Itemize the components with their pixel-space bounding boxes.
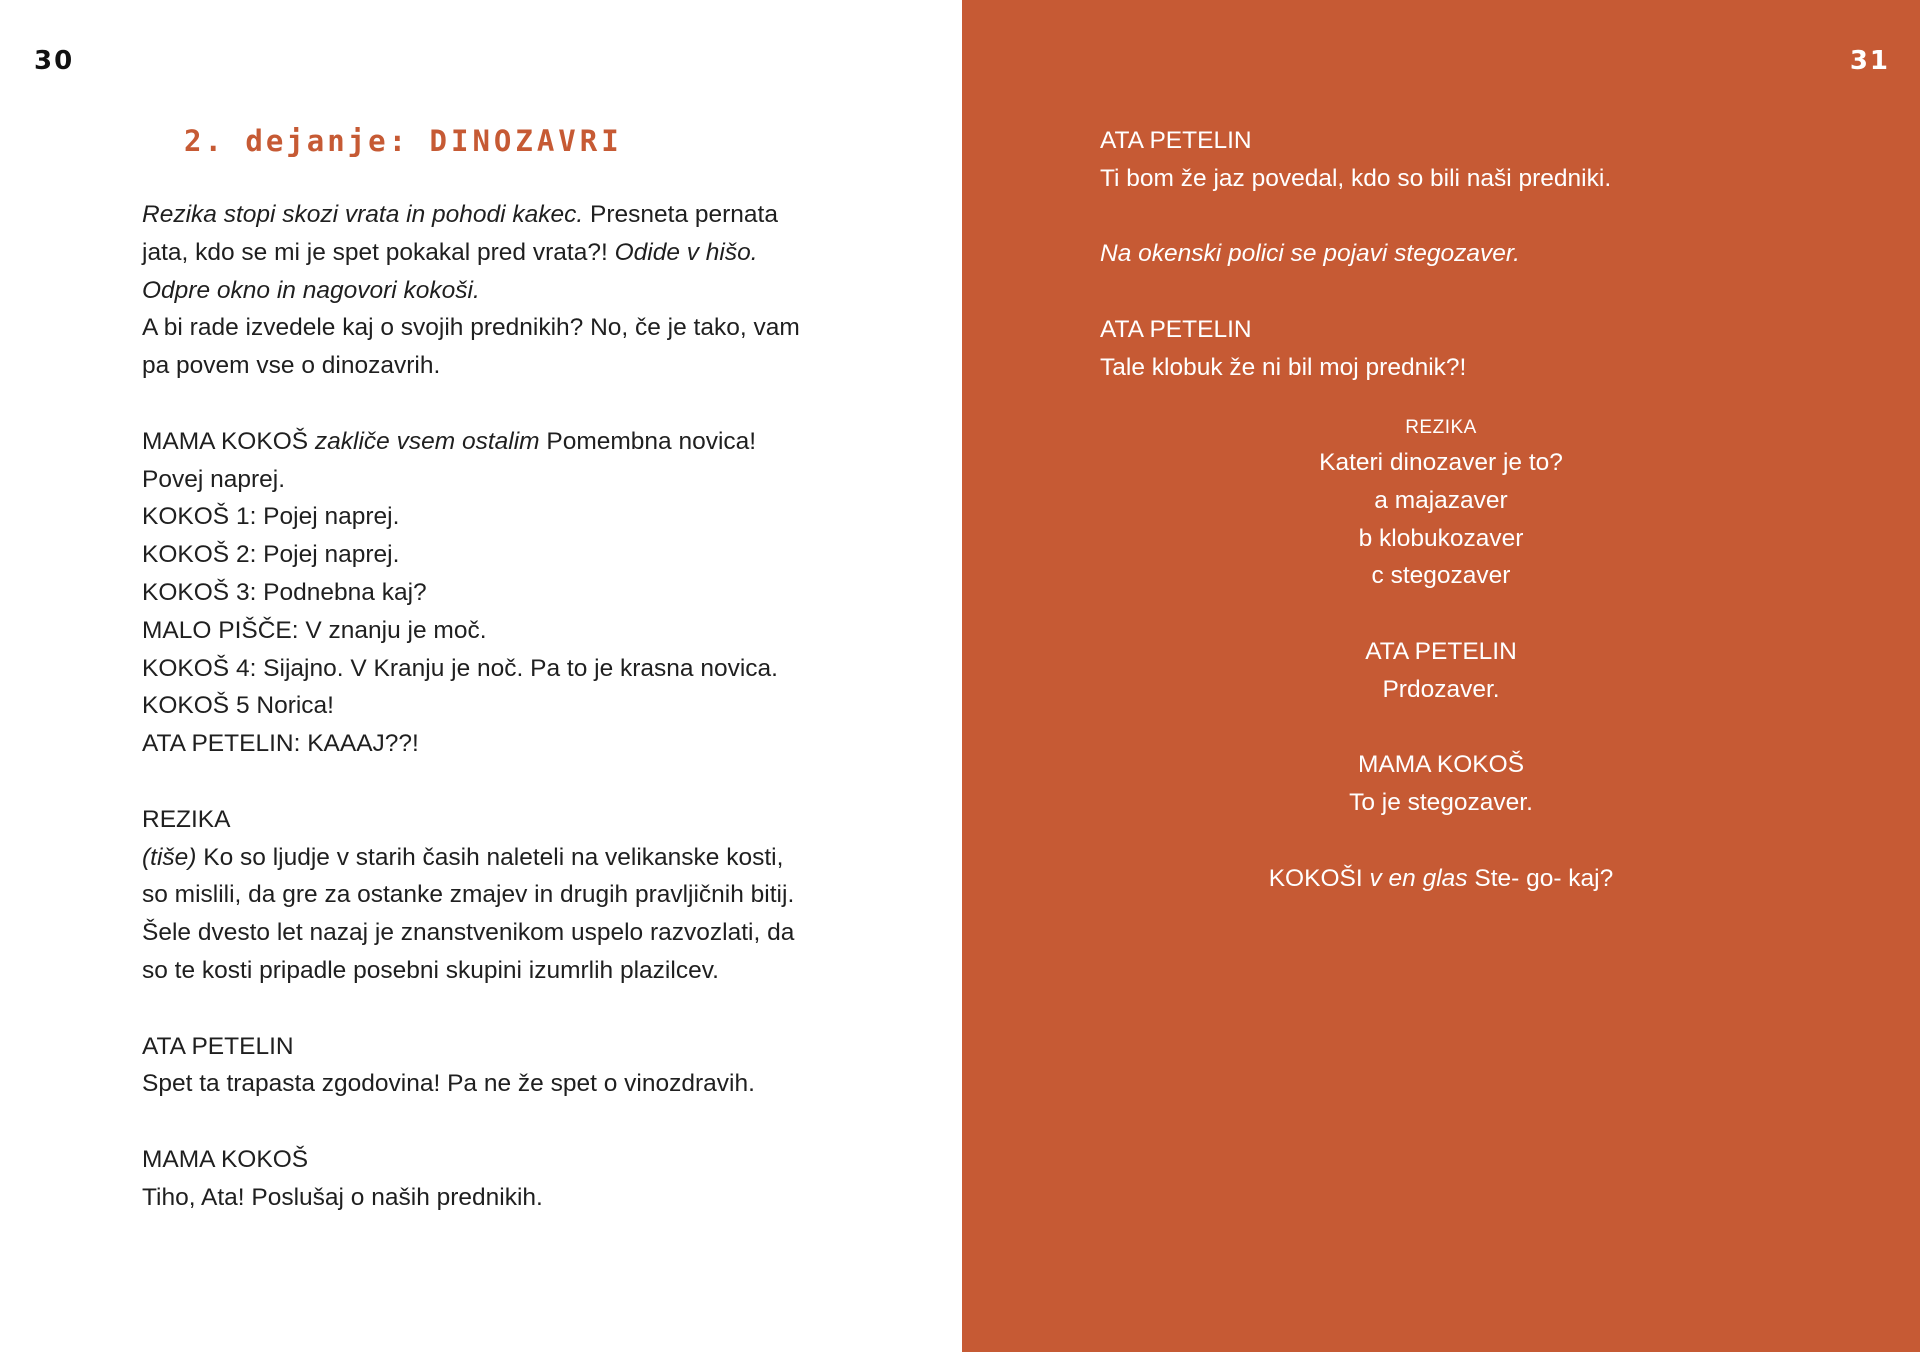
- chorus-line-3: KOKOŠ 1: Pojej naprej.: [142, 503, 400, 531]
- paragraph-gap: [962, 595, 1920, 633]
- chorus-line-5: KOKOŠ 3: Podnebna kaj?: [142, 578, 427, 606]
- chorus-line-4: KOKOŠ 2: Pojej naprej.: [142, 541, 400, 569]
- chorus-line-9: ATA PETELIN: KAAAJ??!: [142, 730, 419, 758]
- speaker-ata-petelin: ATA PETELIN: [1100, 315, 1252, 343]
- paragraph-gap: [1100, 198, 1800, 236]
- stage-direction: Odide v hišo.: [614, 238, 758, 266]
- intro-line-3: Odpre okno in nagovori kokoši.: [142, 276, 480, 304]
- paragraph-gap: [142, 1103, 842, 1141]
- dialogue-text: Presneta pernata: [583, 201, 778, 228]
- speaker-ata-petelin: ATA PETELIN: [1100, 127, 1252, 154]
- mama-line: To je stegozaver.: [1349, 789, 1533, 817]
- speaker-name: MAMA KOKOŠ: [142, 427, 315, 455]
- stage-direction: Na okenski polici se pojavi stegozaver.: [1100, 240, 1520, 268]
- paragraph-gap: [142, 385, 842, 423]
- paragraph-gap: [962, 709, 1920, 747]
- rezika-line-2: so mislili, da gre za ostanke zmajev in drugih pravljičnih bitij.: [142, 881, 795, 909]
- ata-line: Spet ta trapasta zgodovina! Pa ne že spet o vinozdravih.: [142, 1070, 755, 1098]
- stage-direction: v en glas: [1369, 864, 1468, 892]
- speaker-mama-kokos: MAMA KOKOŠ: [1357, 751, 1525, 779]
- intro-line-1: [142, 196, 842, 234]
- ata-line: Ti bom že jaz povedal, kdo so bili naši predniki.: [1100, 164, 1612, 192]
- chapter-heading: [184, 124, 623, 158]
- left-body-text: [142, 196, 842, 1217]
- right-centered-block: [962, 412, 1920, 898]
- rezika-line-3: Šele dvesto let nazaj je znanstvenikom uspelo razvozlati, da: [142, 919, 795, 947]
- page-number-right: 31: [1849, 46, 1890, 76]
- rezika-line-1: [142, 839, 842, 877]
- kokosi-line: [962, 860, 1920, 898]
- chorus-line-8: KOKOŠ 5 Norica!: [142, 692, 334, 720]
- paragraph-gap: [1100, 273, 1800, 311]
- dialogue-text: Ste- go- kaj?: [1467, 864, 1614, 892]
- rezika-line-4: so te kosti pripadle posebni skupini izumrlih plazilcev.: [142, 956, 719, 984]
- stage-direction: (tiše): [142, 843, 197, 871]
- stage-direction: zakliče vsem ostalim: [314, 427, 540, 455]
- paragraph-gap: [142, 990, 842, 1028]
- right-body-text: [1100, 122, 1800, 387]
- stage-direction: Rezika stopi skozi vrata in pohodi kakec.: [142, 201, 584, 228]
- chorus-line-6: MALO PIŠČE: V znanju je moč.: [142, 616, 487, 644]
- dialogue-text: jata, kdo se mi je spet pokakal pred vrata?!: [142, 238, 615, 266]
- ata-line: Tale klobuk že ni bil moj prednik?!: [1100, 353, 1467, 381]
- chorus-line-7: KOKOŠ 4: Sijajno. V Kranju je noč. Pa to je krasna novica.: [142, 654, 778, 682]
- dialogue-text: Ko so ljudje v starih časih naleteli na velikanske kosti,: [196, 843, 784, 871]
- intro-line-2: [142, 234, 842, 272]
- paragraph-gap: [142, 763, 842, 801]
- heading-prefix: 2. dejanje:: [184, 124, 410, 158]
- dialogue-text: Pomembna novica!: [539, 427, 757, 455]
- intro-line-4: A bi rade izvedele kaj o svojih prednikih? No, če je tako, vam: [142, 314, 800, 342]
- chorus-line-1: [142, 423, 842, 461]
- chorus-line-2: Povej naprej.: [142, 465, 286, 493]
- speaker-rezika: REZIKA: [142, 805, 231, 833]
- intro-line-5: pa povem vse o dinozavrih.: [142, 352, 441, 380]
- quiz-option-c: c stegozaver: [1371, 562, 1511, 590]
- quiz-question: Kateri dinozaver je to?: [1319, 449, 1563, 476]
- speaker-kokosi: KOKOŠI: [1268, 864, 1370, 892]
- quiz-option-a: a majazaver: [1374, 486, 1508, 514]
- speaker-rezika: REZIKA: [1405, 417, 1477, 438]
- page-number-left: 30: [34, 46, 75, 76]
- speaker-ata-petelin: ATA PETELIN: [1365, 637, 1517, 665]
- paragraph-gap: [962, 822, 1920, 860]
- speaker-mama-kokos: MAMA KOKOŠ: [142, 1145, 309, 1173]
- quiz-option-b: b klobukozaver: [1358, 524, 1524, 552]
- heading-title: DINOZAVRI: [429, 124, 623, 158]
- mama-line: Tiho, Ata! Poslušaj o naših prednikih.: [142, 1183, 543, 1211]
- ata-line: Prdozaver.: [1382, 675, 1500, 703]
- speaker-ata-petelin: ATA PETELIN: [142, 1032, 294, 1060]
